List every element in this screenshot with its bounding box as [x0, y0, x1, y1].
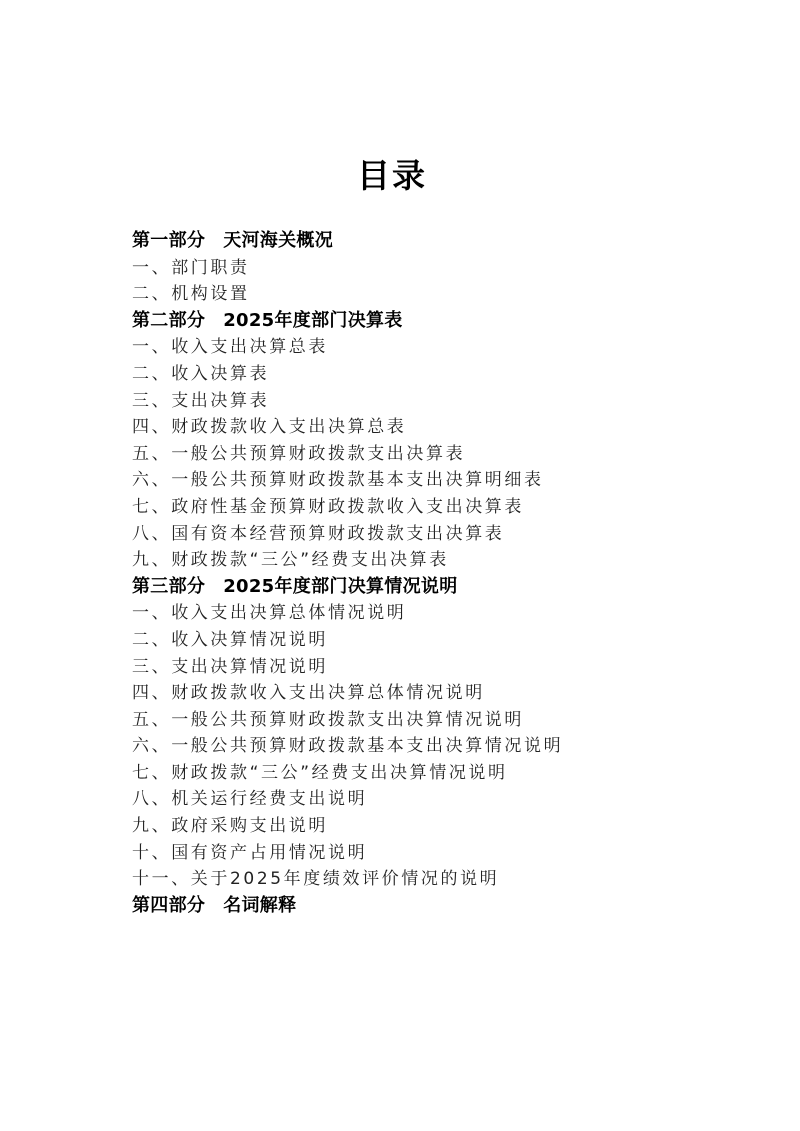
- toc-item: 二、收入决算表: [132, 363, 270, 384]
- toc-item: 一、部门职责: [132, 257, 250, 278]
- toc-part-heading: [132, 574, 772, 601]
- toc-part-heading: [132, 893, 772, 920]
- toc-item: 五、一般公共预算财政拨款支出决算情况说明: [132, 709, 524, 730]
- toc-item: 六、一般公共预算财政拨款基本支出决算情况说明: [132, 736, 564, 757]
- toc-item: 四、财政拨款收入支出决算总体情况说明: [132, 683, 485, 704]
- toc-part-heading: [132, 228, 772, 255]
- toc-part-title: 天河海关概况: [223, 230, 334, 251]
- toc-item: 七、财政拨款“三公”经费支出决算情况说明: [132, 762, 508, 783]
- toc-item: 十一、关于2025年度绩效评价情况的说明: [132, 869, 500, 890]
- toc-part-number: 第三部分: [132, 575, 206, 597]
- toc-part-number: 第四部分: [132, 894, 206, 916]
- toc-item: 七、政府性基金预算财政拨款收入支出决算表: [132, 496, 524, 517]
- toc-item: 八、机关运行经费支出说明: [132, 789, 368, 810]
- toc-item: 二、机构设置: [132, 284, 250, 305]
- toc-item: 八、国有资本经营预算财政拨款支出决算表: [132, 523, 505, 544]
- toc-part-title: 2025年度部门决算表: [223, 309, 403, 331]
- toc-item: 一、收入支出决算总表: [132, 337, 328, 358]
- toc-item: 九、政府采购支出说明: [132, 816, 328, 837]
- toc-part-number: 第二部分: [132, 309, 206, 331]
- toc-item: 一、收入支出决算总体情况说明: [132, 603, 407, 624]
- toc-part-title: 2025年度部门决算情况说明: [223, 575, 458, 597]
- toc-item: 三、支出决算情况说明: [132, 656, 328, 677]
- toc-item: 二、收入决算情况说明: [132, 629, 328, 650]
- toc-part-number: 第一部分: [132, 230, 206, 251]
- toc-item: 五、一般公共预算财政拨款支出决算表: [132, 443, 466, 464]
- toc-part-title: 名词解释: [223, 894, 297, 916]
- page-title: 目录: [357, 156, 427, 196]
- toc-item: 六、一般公共预算财政拨款基本支出决算明细表: [132, 470, 544, 491]
- toc-item: 十、国有资产占用情况说明: [132, 842, 368, 863]
- toc-part-heading: [132, 308, 772, 335]
- toc-item: 三、支出决算表: [132, 390, 270, 411]
- table-of-contents: [132, 228, 772, 919]
- toc-item: 四、财政拨款收入支出决算总表: [132, 417, 407, 438]
- toc-item: 九、财政拨款“三公”经费支出决算表: [132, 550, 449, 571]
